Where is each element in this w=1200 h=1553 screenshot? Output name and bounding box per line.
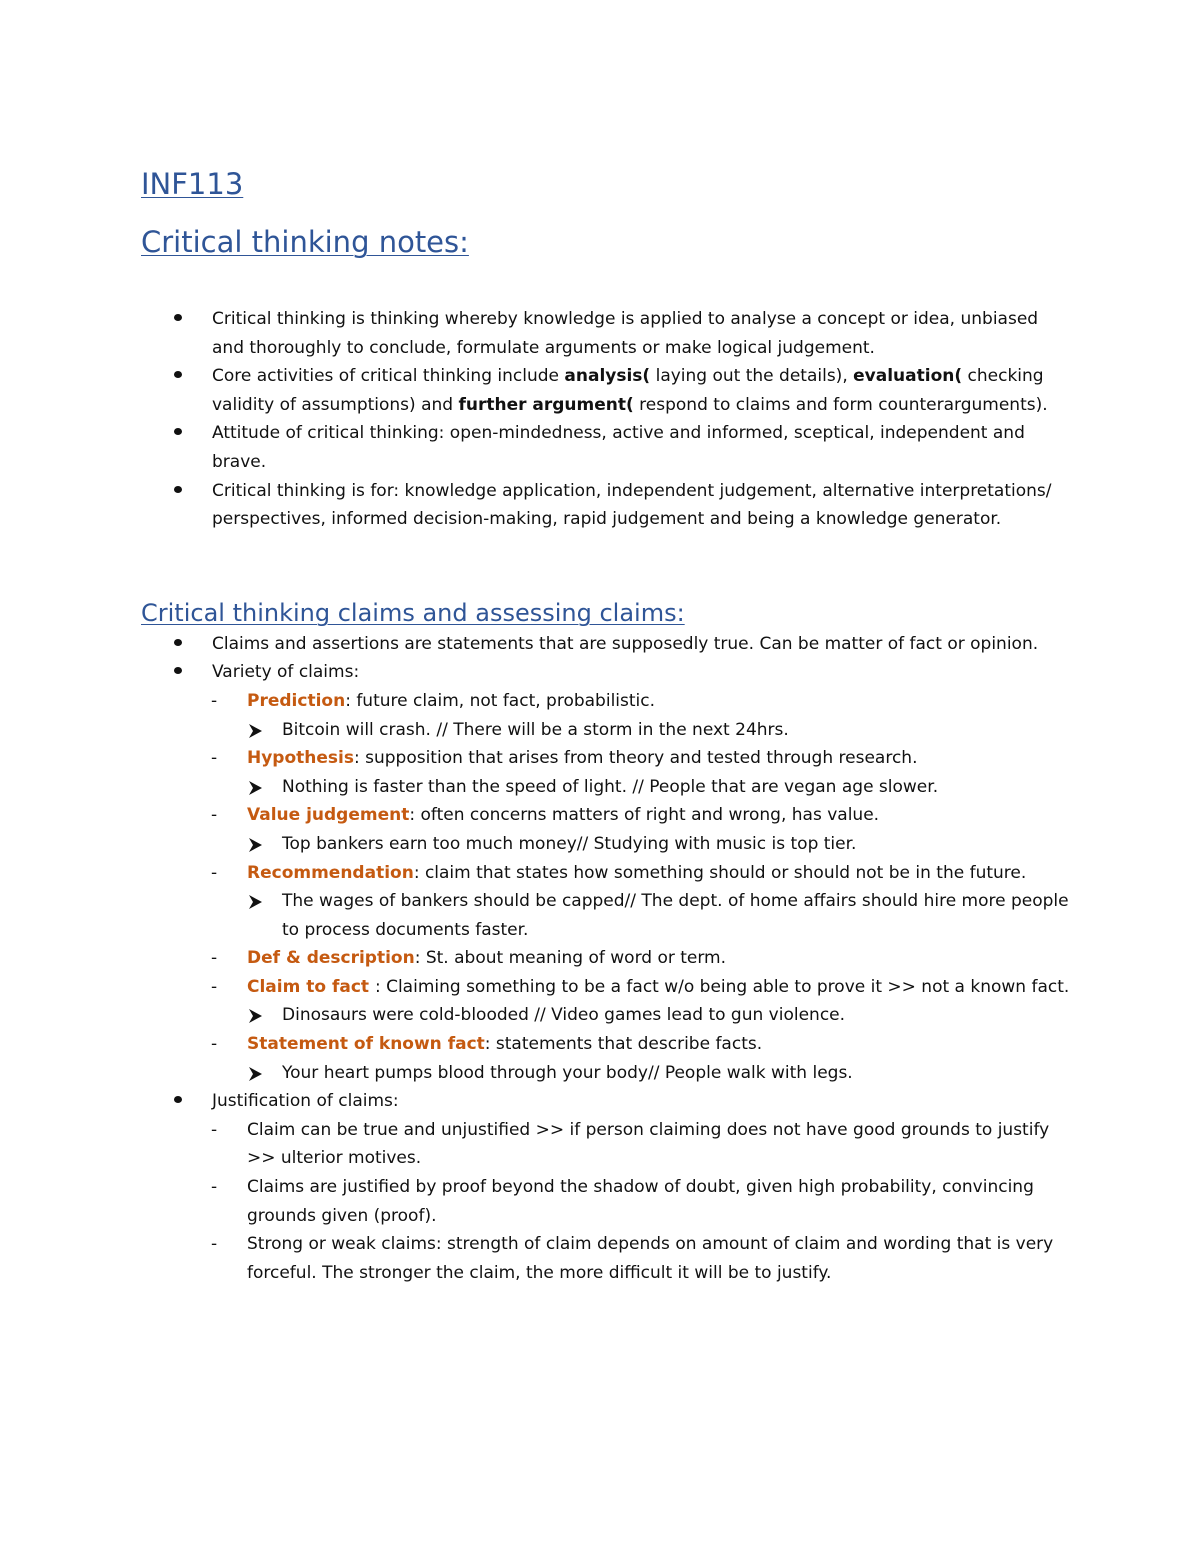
dash-marker: - [211, 1034, 218, 1055]
justification-list [141, 1116, 1071, 1288]
section-heading: Critical thinking claims and assessing claims: [141, 598, 685, 627]
claim-description: : supposition that arises from theory and tested through research. [353, 748, 918, 769]
dash-marker: - [211, 1177, 218, 1198]
dash-marker: - [211, 1119, 218, 1140]
bullet-text: Critical thinking is thinking whereby knowledge is applied to analyse a concept or idea, unbiased and thoroughly to conclude, formulate arguments or make logical judgement. [212, 309, 1039, 358]
justification-item [141, 1230, 1071, 1287]
claim-term: Prediction [247, 690, 346, 711]
claim-type-item [141, 801, 1071, 830]
claim-description: : claim that states how something should or should not be in the future. [413, 862, 1027, 883]
justification-item [141, 1116, 1071, 1173]
example-text: Bitcoin will crash. // There will be a storm in the next 24hrs. [282, 719, 789, 740]
example-text: Your heart pumps blood through your body// People walk with legs. [282, 1062, 853, 1083]
list-item [141, 477, 1071, 534]
bullet-icon [174, 639, 182, 646]
dash-marker: - [211, 976, 218, 997]
bullet-text-part: laying out the details), [650, 366, 854, 387]
dash-marker: - [211, 862, 218, 883]
claim-example [141, 716, 1071, 745]
claim-type-item [141, 744, 1071, 773]
claim-example [141, 830, 1071, 859]
claim-example [141, 1059, 1071, 1088]
dash-marker: - [211, 948, 218, 969]
claim-type-item [141, 687, 1071, 716]
claim-example [141, 1001, 1071, 1030]
arrowhead-icon [247, 894, 263, 910]
bullet-text-part: checking validity of assumptions) and [212, 366, 1044, 415]
arrowhead-icon [247, 837, 263, 853]
dash-marker: - [211, 1234, 218, 1255]
claim-description: : future claim, not fact, probabilistic. [345, 690, 656, 711]
bold-term-evaluation: evaluation( [853, 366, 963, 387]
example-text: Top bankers earn too much money// Studying with music is top tier. [282, 833, 857, 854]
claim-example [141, 887, 1071, 944]
list-item [141, 362, 1071, 419]
claim-type-item [141, 944, 1071, 973]
example-text: Nothing is faster than the speed of light. // People that are vegan age slower. [282, 776, 939, 797]
example-text: The wages of bankers should be capped// The dept. of home affairs should hire more people to process documents faster. [282, 891, 1069, 940]
claim-type-item [141, 973, 1071, 1002]
justification-bullet-list [141, 1087, 1071, 1116]
claim-description: : Claiming something to be a fact w/o being able to prove it >> not a known fact. [374, 976, 1070, 997]
claim-description: : statements that describe facts. [484, 1034, 763, 1055]
bullet-text: Critical thinking is for: knowledge application, independent judgement, alternative interpretations/ perspectives, informed decision-making, rapid judgement and being a knowledge generator. [212, 480, 1052, 530]
claim-type-item [141, 1030, 1071, 1059]
page-title: Critical thinking notes: [141, 225, 469, 259]
bold-term-further-argument: further argument( [458, 394, 634, 415]
bullet-text-part: Core activities of critical thinking include [212, 366, 565, 387]
claim-example [141, 773, 1071, 802]
bullet-icon [174, 486, 182, 493]
bullet-text: Attitude of critical thinking: open-mindedness, active and informed, sceptical, independent and brave. [212, 423, 1025, 472]
bullet-text: Variety of claims: [212, 662, 360, 683]
bullet-icon [174, 1096, 182, 1103]
bullet-text: Claims and assertions are statements that are supposedly true. Can be matter of fact or opinion. [212, 633, 1039, 654]
claim-types-list [141, 687, 1071, 1087]
claim-term: Hypothesis [247, 748, 354, 769]
claim-term: Value judgement [247, 805, 410, 826]
dash-marker: - [211, 748, 218, 769]
bullet-icon [174, 371, 182, 378]
arrowhead-icon [247, 1066, 263, 1082]
intro-bullet-list [141, 305, 1071, 534]
justification-item [141, 1173, 1071, 1230]
arrowhead-icon [247, 723, 263, 739]
claim-description: : often concerns matters of right and wrong, has value. [409, 805, 880, 826]
claim-term: Def & description [247, 948, 415, 969]
justification-text: Claims are justified by proof beyond the shadow of doubt, given high probability, convincing grounds given (proof). [247, 1177, 1034, 1226]
course-code-heading: INF113 [141, 167, 244, 201]
claim-description: : St. about meaning of word or term. [414, 948, 727, 969]
example-text: Dinosaurs were cold-blooded // Video games lead to gun violence. [282, 1005, 846, 1026]
list-item [141, 630, 1071, 659]
claim-term: Statement of known fact [247, 1034, 485, 1055]
list-item [141, 658, 1071, 687]
dash-marker: - [211, 690, 218, 711]
justification-text: Claim can be true and unjustified >> if person claiming does not have good grounds to justify >> ulterior motives. [247, 1119, 1050, 1169]
claim-term: Recommendation [247, 862, 414, 883]
bullet-icon [174, 428, 182, 435]
bullet-icon [174, 667, 182, 674]
justification-text: Strong or weak claims: strength of claim depends on amount of claim and wording that is very forceful. The stronger the claim, the more difficult it will be to justify. [247, 1234, 1054, 1283]
claim-type-item [141, 859, 1071, 888]
arrowhead-icon [247, 780, 263, 796]
document-content [141, 160, 1071, 1287]
claim-term: Claim to fact [247, 976, 375, 997]
arrowhead-icon [247, 1008, 263, 1024]
bullet-text-part: respond to claims and form counterarguments). [633, 394, 1048, 415]
list-item [141, 1087, 1071, 1116]
claims-bullet-list [141, 630, 1071, 687]
list-item [141, 419, 1071, 476]
bold-term-analysis: analysis( [564, 366, 651, 387]
bullet-icon [174, 314, 182, 321]
dash-marker: - [211, 805, 218, 826]
list-item [141, 305, 1071, 362]
bullet-text: Justification of claims: [212, 1091, 399, 1112]
